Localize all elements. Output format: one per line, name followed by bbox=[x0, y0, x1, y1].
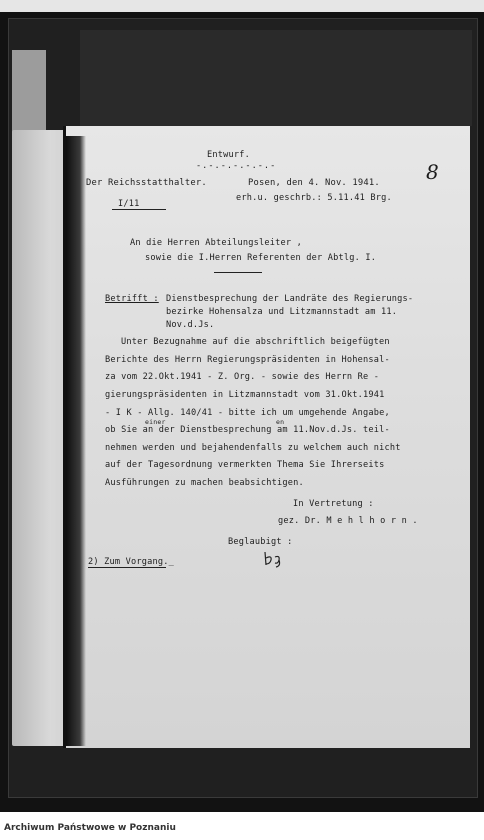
body-line: auf der Tagesordnung vermerkten Thema Sie Ihrerseits bbox=[105, 460, 385, 470]
document-sheet bbox=[66, 126, 470, 748]
document-title: Entwurf. bbox=[207, 150, 250, 160]
insertion-einer: einer bbox=[145, 418, 166, 426]
subject-label: Betrifft : bbox=[105, 294, 159, 304]
left-page-top bbox=[12, 50, 46, 132]
subject-line-1: Dienstbesprechung der Landräte des Regierungs- bbox=[166, 294, 414, 304]
file-number-rule bbox=[112, 209, 166, 210]
item-2-rule bbox=[88, 567, 166, 568]
handwritten-signature bbox=[262, 548, 288, 568]
body-line: Unter Bezugnahme auf die abschriftlich beigefügten bbox=[121, 337, 390, 347]
place-date: Posen, den 4. Nov. 1941. bbox=[248, 178, 380, 188]
addressee-line-1: An die Herren Abteilungsleiter , bbox=[130, 238, 302, 248]
subject-line-3: Nov.d.Js. bbox=[166, 320, 215, 330]
body-line: Berichte des Herrn Regierungspräsidenten in Hohensal- bbox=[105, 355, 390, 365]
top-strip bbox=[0, 0, 484, 12]
background-shadow bbox=[80, 30, 472, 126]
addressee-line-2: sowie die I.Herren Referenten der Abtlg. I. bbox=[145, 253, 377, 263]
registry-note: erh.u. geschrb.: 5.11.41 Brg. bbox=[236, 193, 392, 203]
sender: Der Reichsstatthalter. bbox=[86, 178, 207, 188]
body-line: nehmen werden und bejahendenfalls zu welchem auch nicht bbox=[105, 443, 401, 453]
body-line: ob Sie an der Dienstbesprechung am 11.Nov.d.Js. teil- bbox=[105, 425, 390, 435]
certified-label: Beglaubigt : bbox=[228, 537, 293, 547]
archive-name: Archiwum Państwowe w Poznaniu bbox=[4, 823, 176, 833]
body-line: gierungspräsidenten in Litzmannstadt vom 31.Okt.1941 bbox=[105, 390, 385, 400]
body-line: - I K - Allg. 140/41 - bitte ich um umgehende Angabe, bbox=[105, 408, 390, 418]
binding-shadow bbox=[66, 136, 86, 746]
separator-rule bbox=[214, 272, 262, 273]
page-number: 8 bbox=[426, 160, 439, 184]
body-line: Ausführungen zu machen beabsichtigen. bbox=[105, 478, 304, 488]
closing-line-2: gez. Dr. M e h l h o r n . bbox=[278, 516, 418, 526]
file-number: I/11 bbox=[118, 199, 140, 209]
item-2: 2) Zum Vorgang._ bbox=[88, 557, 174, 567]
insertion-en: en bbox=[276, 418, 285, 426]
title-dots: -.-.-.-.-.-.- bbox=[196, 161, 277, 171]
closing-line-1: In Vertretung : bbox=[293, 499, 374, 509]
body-line: za vom 22.Okt.1941 - Z. Org. - sowie des Herrn Re - bbox=[105, 372, 380, 382]
subject-line-2: bezirke Hohensalza und Litzmannstadt am 11. bbox=[166, 307, 398, 317]
